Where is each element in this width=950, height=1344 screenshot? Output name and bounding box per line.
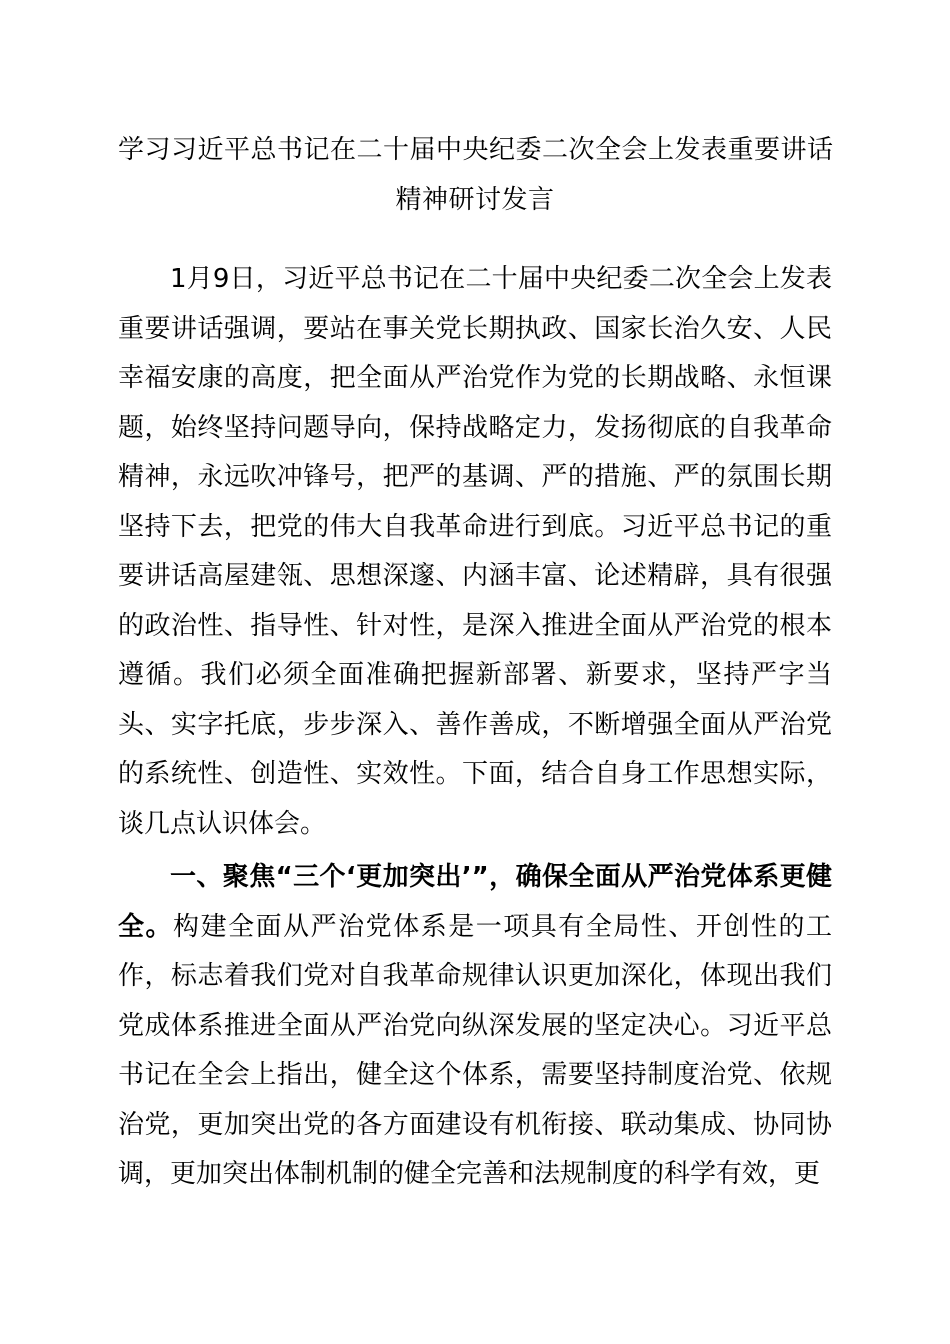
paragraph-intro: 1月9日，习近平总书记在二十届中央纪委二次全会上发表重要讲话强调，要站在事关党长期执政、国家长治久安、人民幸福安康的高度，把全面从严治党作为党的长期战略、永恒课题，始终坚持问题导向，保持战略定力，发扬彻底的自我革命精神，永远吹冲锋号，把严的基调、严的措施、严的氛围长期坚持下去，把党的伟大自我革命进行到底。习近平总书记的重要讲话高屋建瓴、思想深邃、内涵丰富、论述精辟，具有很强的政治性、指导性、针对性，是深入推进全面从严治党的根本遵循。我们必须全面准确把握新部署、新要求，坚持严字当头、实字托底，步步深入、善作善成，不断增强全面从严治党的系统性、创造性、实效性。下面，结合自身工作思想实际，谈几点认识体会。 bbox=[118, 264, 832, 839]
paragraph-section-1 bbox=[118, 853, 832, 1200]
section-1-body: 构建全面从严治党体系是一项具有全局性、开创性的工作，标志着我们党对自我革命规律认识更加深化，体现出我们党成体系推进全面从严治党向纵深发展的坚定决心。习近平总书记在全会上指出，健全这个体系，需要坚持制度治党、依规治党，更加突出党的各方面建设有机衔接、联动集成、协同协调，更加突出体制机制的健全完善和法规制度的科学有效，更 bbox=[118, 911, 832, 1189]
document-body bbox=[118, 255, 832, 1200]
document-title-line-1: 学习习近平总书记在二十届中央纪委二次全会上发表重要讲话 bbox=[118, 135, 834, 165]
document-title-line-2: 精神研讨发言 bbox=[395, 185, 555, 215]
section-1-heading: 一、聚焦“三个‘更加突出’”，确保全面从严治党体系更健全。 bbox=[118, 862, 832, 942]
